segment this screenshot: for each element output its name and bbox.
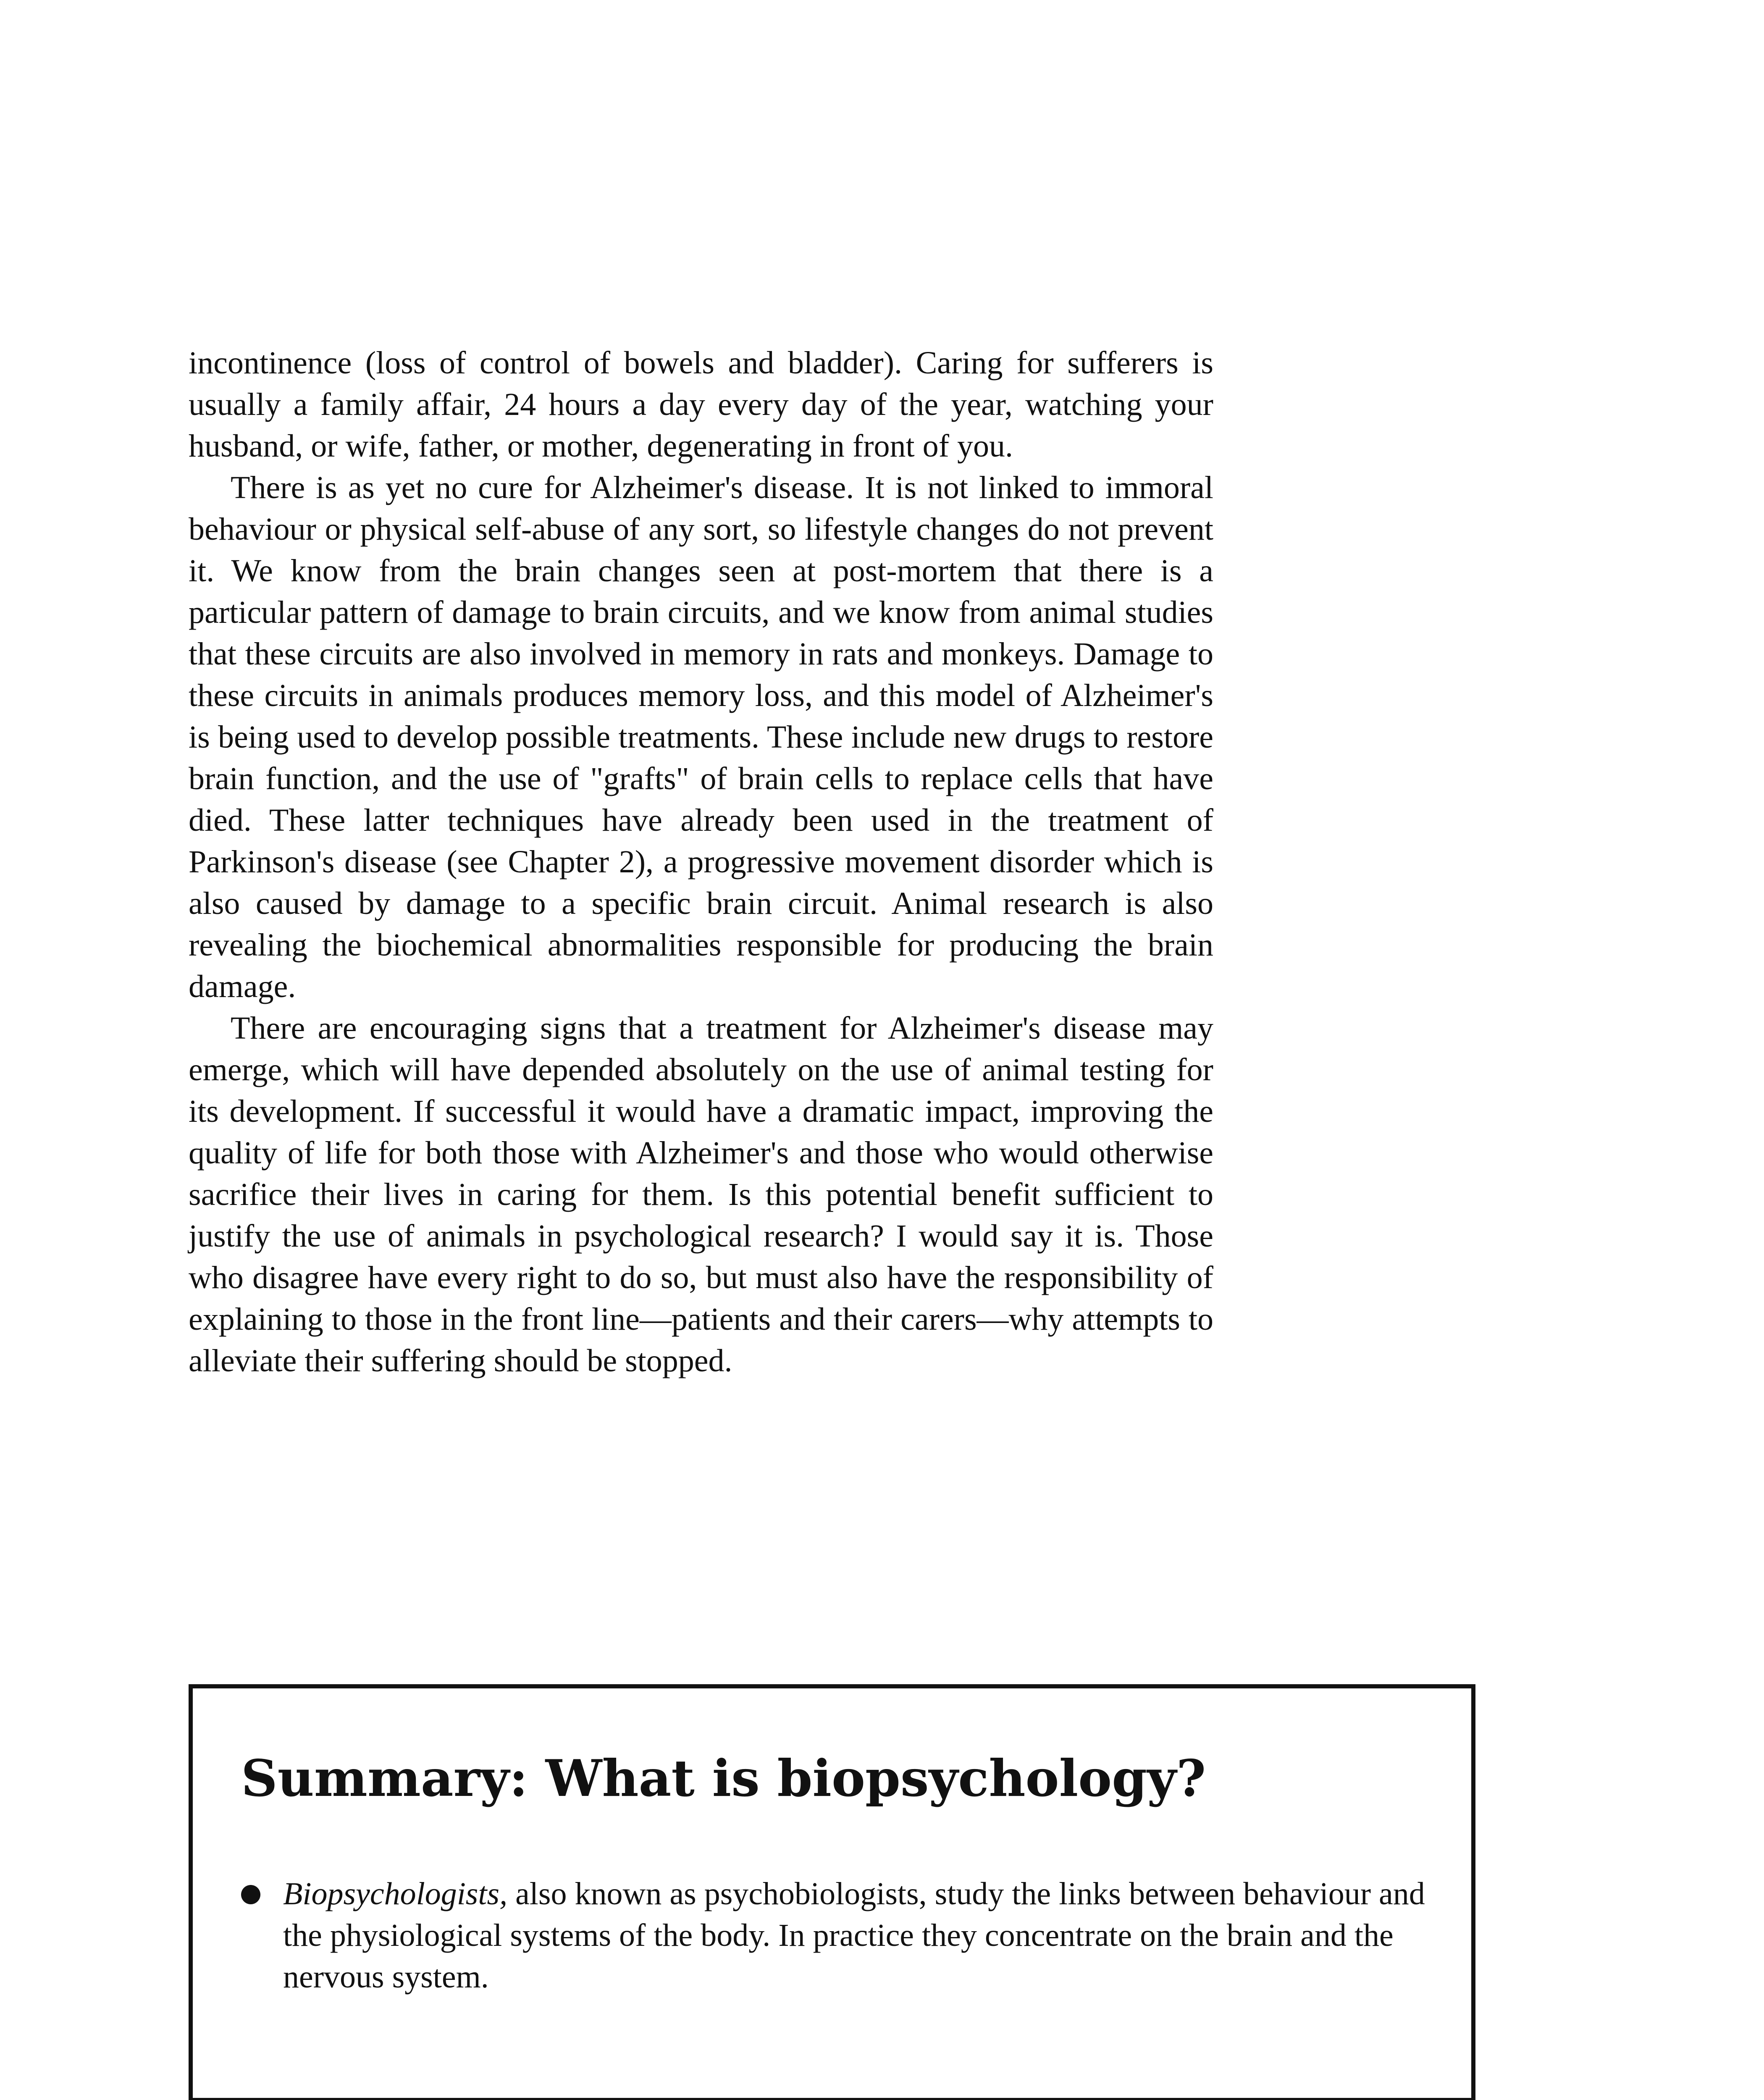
summary-item-term: Biopsychologists,	[283, 1876, 508, 1911]
paragraph-2: There is as yet no cure for Alzheimer's disease. It is not linked to immoral behaviour or physical self-abuse of any sort, so lifestyle changes do not prevent it. We know from the brain changes seen at post-mortem that there is a particular pattern of damage to brain circuits, and we know from animal studies that these circuits are also involved in memory in rats and monkeys. Damage to these circuits in animals produces memory loss, and this model of Alzheimer's is being used to develop possible treatments. These include new drugs to restore brain function, and the use of "grafts" of brain cells to replace cells that have died. These latter techniques have already been used in the treatment of Parkinson's disease (see Chapter 2), a progressive movement disorder which is also caused by damage to a specific brain circuit. Animal research is also revealing the biochemical abnormalities responsible for producing the brain damage.	[189, 470, 1213, 1004]
summary-title: Summary: What is biopsychology?	[241, 1749, 1206, 1808]
body-text	[189, 342, 1213, 1382]
summary-box	[189, 1684, 1475, 2100]
bullet-icon	[241, 1885, 260, 1904]
paragraph-3: There are encouraging signs that a treatment for Alzheimer's disease may emerge, which will have depended absolutely on the use of animal testing for its development. If successful it would have a dramatic impact, improving the quality of life for both those with Alzheimer's and those who would otherwise sacrifice their lives in caring for them. Is this potential benefit sufficient to justify the use of animals in psychological research? I would say it is. Those who disagree have every right to do so, but must also have the responsibility of explaining to those in the front line—patients and their carers—why attempts to alleviate their suffering should be stopped.	[189, 1011, 1213, 1378]
summary-item	[241, 1873, 1451, 1998]
summary-item-text: also known as psychobiologists, study the links between behaviour and the physiological systems of the body. In practice they concentrate on the brain and the nervous system.	[283, 1876, 1425, 1995]
summary-list	[241, 1873, 1451, 1998]
paragraph-1: incontinence (loss of control of bowels and bladder). Caring for sufferers is usually a family affair, 24 hours a day every day of the year, watching your husband, or wife, father, or mother, degenerating in front of you.	[189, 345, 1213, 464]
